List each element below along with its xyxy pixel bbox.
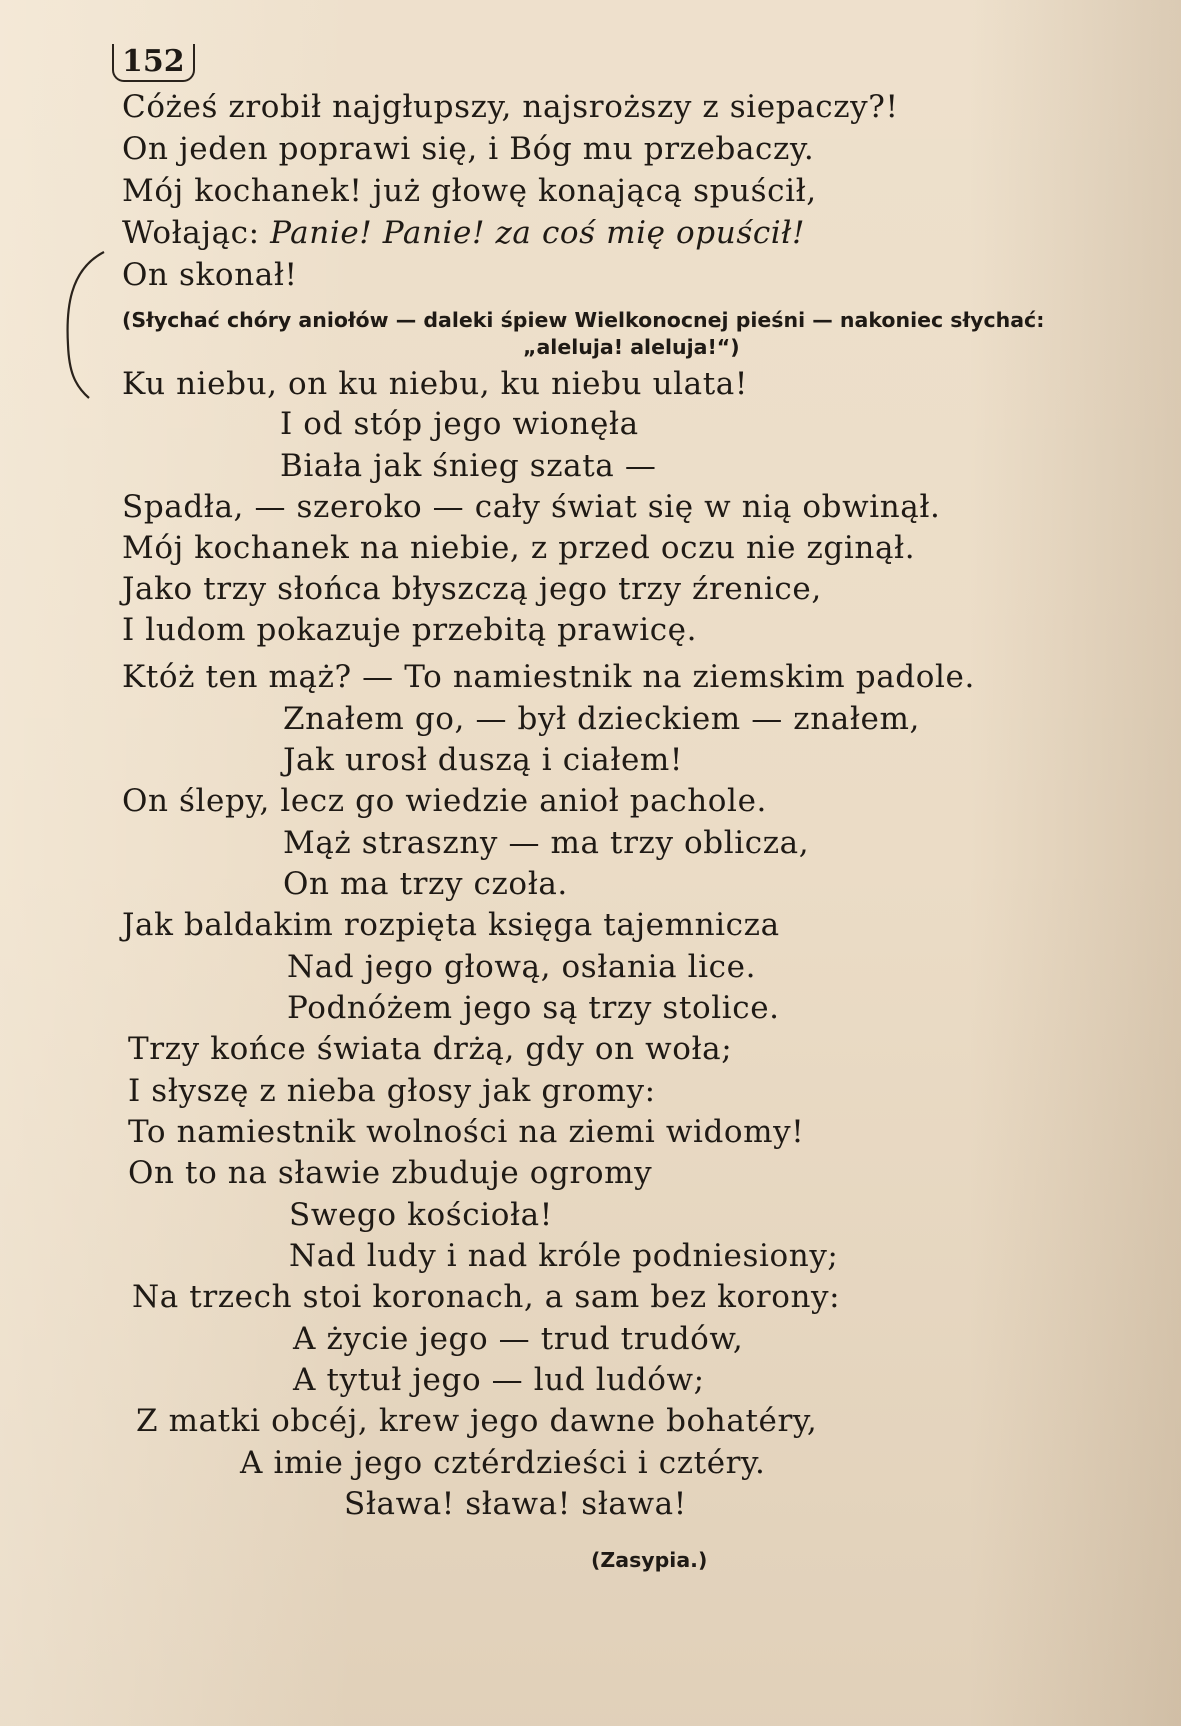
verse-line: I ludom pokazuje przebitą prawicę.	[122, 612, 698, 648]
verse-line: Sława! sława! sława!	[344, 1486, 687, 1522]
verse-line: On skonał!	[122, 257, 298, 293]
verse-line: Ku niebu, on ku niebu, ku niebu ulata!	[122, 366, 748, 402]
verse-line: Swego kościoła!	[289, 1197, 553, 1233]
verse-text: Wołając:	[122, 215, 271, 251]
verse-line: Jako trzy słońca błyszczą jego trzy źrenice,	[122, 571, 822, 607]
verse-line: Jak baldakim rozpięta księga tajemnicza	[122, 907, 780, 943]
verse-line: Nad ludy i nad króle podniesiony;	[289, 1238, 839, 1274]
stage-direction: „aleluja! aleluja!“)	[523, 335, 740, 359]
verse-line: Nad jego głową, osłania lice.	[287, 949, 757, 985]
verse-line: On ma trzy czoła.	[283, 866, 568, 902]
stage-direction: (Zasypia.)	[591, 1548, 708, 1572]
stage-direction: (Słychać chóry aniołów — daleki śpiew Wielkonocnej pieśni — nakoniec słychać:	[122, 308, 1045, 332]
verse-line: Mój kochanek! już głowę konającą spuścił,	[122, 173, 817, 209]
verse-line: Mąż straszny — ma trzy oblicza,	[283, 825, 810, 861]
verse-line: Jak urosł duszą i ciałem!	[283, 742, 683, 778]
verse-line: Podnóżem jego są trzy stolice.	[287, 990, 780, 1026]
verse-line: A imie jego cztérdzieści i cztéry.	[240, 1445, 766, 1481]
verse-italic-text: Panie! Panie! za coś mię opuścił!	[270, 215, 806, 251]
verse-line: Na trzech stoi koronach, a sam bez korony:	[132, 1279, 841, 1315]
verse-line: On to na sławie zbuduje ogromy	[128, 1155, 653, 1191]
verse-line: I słyszę z nieba głosy jak gromy:	[128, 1073, 656, 1109]
verse-line: Z matki obcéj, krew jego dawne bohatéry,	[136, 1403, 818, 1439]
verse-line: I od stóp jego wionęła	[280, 406, 639, 442]
verse-line: Cóżeś zrobił najgłupszy, najsroższy z siepaczy?!	[122, 89, 899, 125]
verse-line	[122, 215, 805, 251]
verse-line: On ślepy, lecz go wiedzie anioł pachole.	[122, 783, 767, 819]
verse-line: A życie jego — trud trudów,	[293, 1321, 744, 1357]
margin-bracket	[64, 250, 124, 400]
verse-line: On jeden poprawi się, i Bóg mu przebaczy.	[122, 131, 815, 167]
verse-line: A tytuł jego — lud ludów;	[293, 1362, 705, 1398]
page-number: 152	[112, 44, 195, 82]
verse-line: Biała jak śnieg szata —	[280, 448, 657, 484]
verse-line: Mój kochanek na niebie, z przed oczu nie zginął.	[122, 530, 916, 566]
verse-line: Któż ten mąż? — To namiestnik na ziemskim padole.	[122, 659, 975, 695]
verse-line: Spadła, — szeroko — cały świat się w nią obwinął.	[122, 489, 941, 525]
verse-line: Znałem go, — był dzieckiem — znałem,	[283, 701, 920, 737]
verse-line: Trzy końce świata drżą, gdy on woła;	[128, 1031, 733, 1067]
verse-line: To namiestnik wolności na ziemi widomy!	[128, 1114, 805, 1150]
